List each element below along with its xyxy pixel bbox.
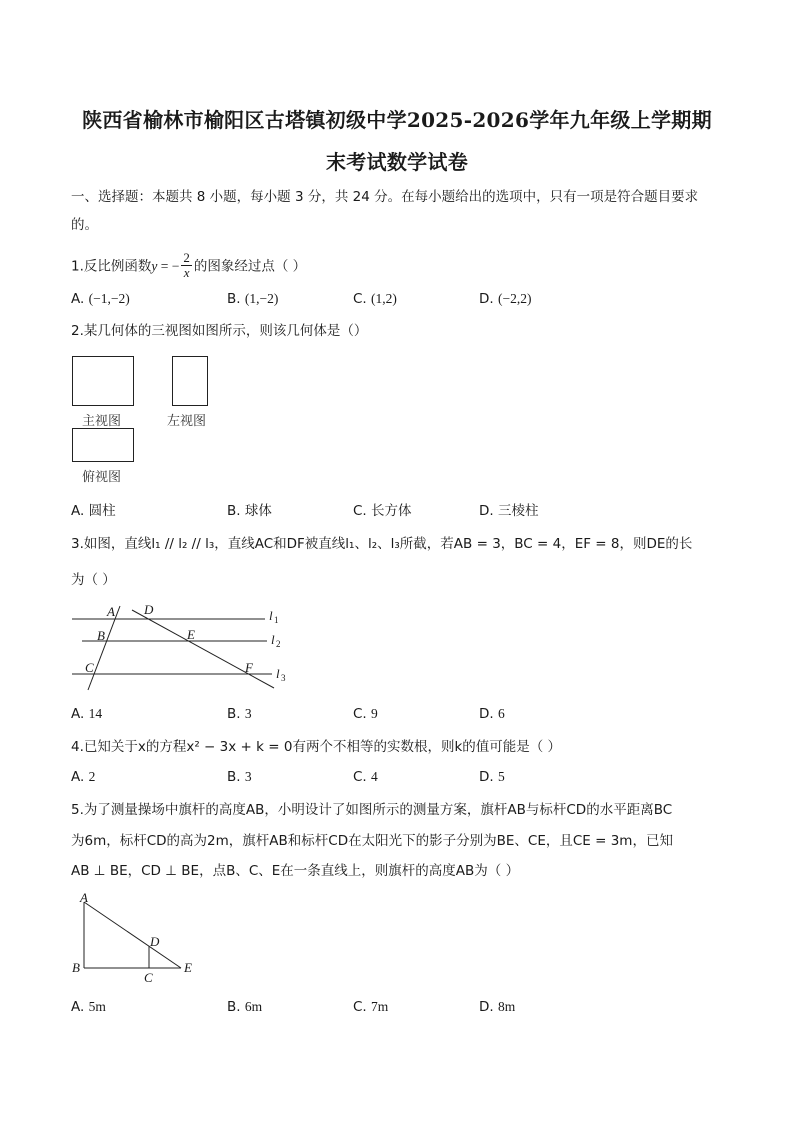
point-e-label: E xyxy=(184,960,192,975)
question-3-stem-line2: 为（ ） xyxy=(71,572,116,588)
option-value: 9 xyxy=(371,706,378,721)
option-label: A. xyxy=(71,291,85,307)
q2-option-a[interactable] xyxy=(71,499,116,519)
option-value: 4 xyxy=(371,769,378,784)
question-5-stem-line1: 5.为了测量操场中旗杆的高度AB，小明设计了如图所示的测量方案，旗杆AB与标杆CD的水平距离BC xyxy=(71,802,673,818)
line-l2-label: l xyxy=(271,632,275,647)
left-view-label: 左视图 xyxy=(167,414,207,429)
q5-option-c[interactable] xyxy=(353,999,388,1015)
option-label: D. xyxy=(479,503,494,519)
line-l3-label: l xyxy=(276,666,280,681)
option-value: 14 xyxy=(88,706,103,721)
sun-ray-ae xyxy=(84,902,181,968)
option-value: 6m xyxy=(244,999,263,1014)
option-label: C. xyxy=(353,706,367,722)
q1-frac-den: x xyxy=(183,265,190,280)
q4-option-b[interactable] xyxy=(227,769,252,785)
option-value: 圆柱 xyxy=(88,503,116,519)
point-f-label: F xyxy=(245,660,253,675)
option-label: A. xyxy=(71,706,85,722)
option-label: D. xyxy=(479,291,494,307)
q5-option-b[interactable] xyxy=(227,999,262,1015)
option-value: (1,2) xyxy=(371,291,397,306)
option-label: C. xyxy=(353,769,367,785)
option-label: C. xyxy=(353,503,367,519)
option-value: 球体 xyxy=(244,503,272,519)
point-e-label: E xyxy=(187,627,195,642)
point-d-label: D xyxy=(144,602,154,617)
line-l1-subscript: 1 xyxy=(274,615,279,625)
exam-title-line2: 末考试数学试卷 xyxy=(325,150,469,174)
option-label: C. xyxy=(353,291,367,307)
point-b-label: B xyxy=(72,960,80,975)
question-3-stem-line1: 3.如图，直线l₁ // l₂ // l₃，直线AC和DF被直线l₁、l₂、l₃所截，若AB = 3，BC = 4，EF = 8，则DE的长 xyxy=(71,536,693,552)
q2-option-b[interactable] xyxy=(227,499,272,519)
option-label: B. xyxy=(227,769,241,785)
point-a-label: A xyxy=(107,604,115,619)
option-label: D. xyxy=(479,769,494,785)
q4-option-a[interactable] xyxy=(71,769,95,785)
q3-option-a[interactable] xyxy=(71,706,102,722)
q5-option-a[interactable] xyxy=(71,999,106,1015)
q1-func-eq: = − xyxy=(157,258,180,274)
front-view-label: 主视图 xyxy=(82,414,122,429)
option-label: A. xyxy=(71,769,85,785)
q1-frac-num: 2 xyxy=(183,250,190,265)
line-l3-subscript: 3 xyxy=(281,673,286,683)
option-label: B. xyxy=(227,706,241,722)
q1-option-c[interactable] xyxy=(353,291,397,307)
question-1-stem xyxy=(71,252,306,281)
point-d-label: D xyxy=(150,934,160,949)
q3-option-d[interactable] xyxy=(479,706,505,722)
option-label: A. xyxy=(71,503,85,519)
option-label: B. xyxy=(227,503,241,519)
exam-title-line1: 陕西省榆林市榆阳区古塔镇初级中学2025-2026学年九年级上学期期 xyxy=(82,108,712,132)
line-l2-subscript: 2 xyxy=(276,639,281,649)
question-2-stem: 2.某几何体的三视图如图所示，则该几何体是（） xyxy=(71,323,368,339)
point-c-label: C xyxy=(85,660,94,675)
option-value: 5m xyxy=(88,999,106,1014)
point-b-label: B xyxy=(97,628,105,643)
q1-fraction xyxy=(181,251,192,280)
parallel-lines-figure xyxy=(60,598,300,696)
option-value: 3 xyxy=(244,769,252,784)
option-label: C. xyxy=(353,999,367,1015)
question-5-stem-line3: AB ⊥ BE，CD ⊥ BE，点B、C、E在一条直线上，则旗杆的高度AB为（ ） xyxy=(71,863,520,879)
q5-option-d[interactable] xyxy=(479,999,515,1015)
line-df xyxy=(132,610,274,688)
q2-option-d[interactable] xyxy=(479,499,538,519)
option-label: A. xyxy=(71,999,85,1015)
q3-option-b[interactable] xyxy=(227,706,252,722)
q3-option-c[interactable] xyxy=(353,706,378,722)
option-value: 6 xyxy=(497,706,505,721)
q4-option-d[interactable] xyxy=(479,769,505,785)
top-view-label: 俯视图 xyxy=(82,470,122,485)
q1-option-a[interactable] xyxy=(71,291,130,307)
section-instructions-line2: 的。 xyxy=(71,217,98,233)
flagpole-figure xyxy=(64,890,204,986)
front-view-rectangle xyxy=(72,356,134,406)
option-value: 三棱柱 xyxy=(497,503,539,519)
section-instructions-line1: 一、选择题：本题共 8 小题，每小题 3 分，共 24 分。在每小题给出的选项中，只有一项是符合题目要求 xyxy=(71,189,699,205)
option-value: (−2,2) xyxy=(497,291,532,306)
question-4-stem: 4.已知关于x的方程x² − 3x + k = 0有两个不相等的实数根，则k的值可能是（ ） xyxy=(71,739,562,755)
top-view-rectangle xyxy=(72,428,134,462)
q1-prefix: 1.反比例函数 xyxy=(71,258,152,275)
option-value: 长方体 xyxy=(371,503,412,519)
option-label: D. xyxy=(479,999,494,1015)
option-value: 2 xyxy=(88,769,96,784)
option-value: (1,−2) xyxy=(244,291,279,306)
left-view-rectangle xyxy=(172,356,208,406)
line-l1-label: l xyxy=(269,608,273,623)
q1-option-d[interactable] xyxy=(479,291,531,307)
q1-func-lhs: y xyxy=(151,258,158,274)
option-value: 7m xyxy=(371,999,389,1014)
q1-option-b[interactable] xyxy=(227,291,278,307)
option-label: B. xyxy=(227,291,241,307)
question-5-stem-line2: 为6m，标杆CD的高为2m，旗杆AB和标杆CD在太阳光下的影子分别为BE、CE，且CE = 3m，已知 xyxy=(71,833,673,849)
option-label: D. xyxy=(479,706,494,722)
option-label: B. xyxy=(227,999,241,1015)
q1-suffix: 的图象经过点（ ） xyxy=(193,258,307,275)
option-value: (−1,−2) xyxy=(88,291,130,306)
option-value: 3 xyxy=(244,706,252,721)
q2-option-c[interactable] xyxy=(353,499,412,519)
option-value: 8m xyxy=(497,999,516,1014)
option-value: 5 xyxy=(497,769,505,784)
q4-option-c[interactable] xyxy=(353,769,378,785)
point-a-label: A xyxy=(80,890,88,905)
point-c-label: C xyxy=(144,970,153,985)
